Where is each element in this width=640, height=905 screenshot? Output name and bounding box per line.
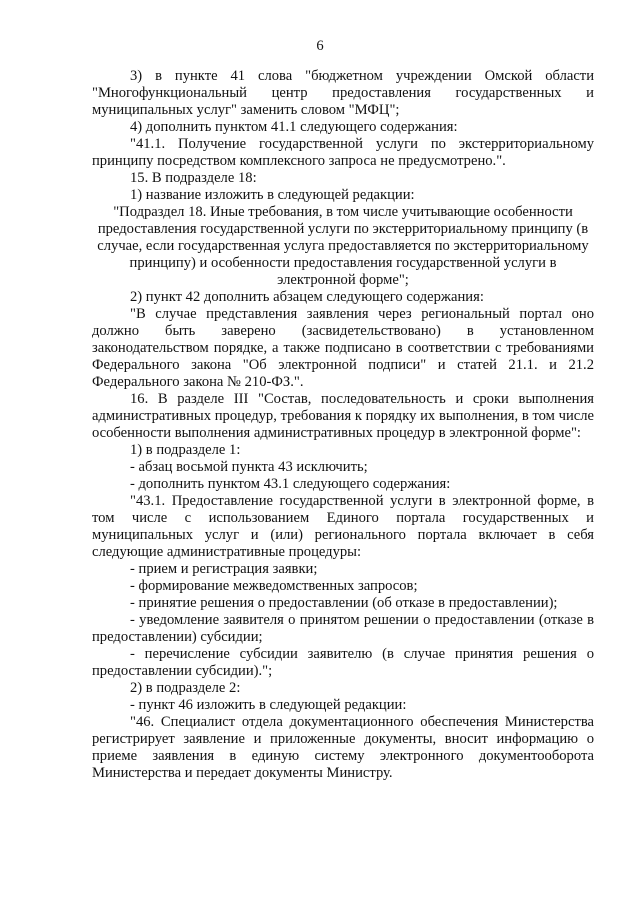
paragraph: "41.1. Получение государственной услуги по экстерриториальному принципу посредством комплексного запроса не предусмотрено.". [92,136,594,169]
document-body [92,68,594,782]
list-item: - прием и регистрация заявки; [130,561,318,577]
quoted-heading: "Подраздел 18. Иные требования, в том числе учитывающие особенности предоставления государственной услуги по экстерриториальному принципу (в случае, если государственная услуга предоставляется по экстерриториальному принципу) и особенности предоставления государственной услуги в электронной форме"; [97,204,589,288]
paragraph: - дополнить пунктом 43.1 следующего содержания: [130,476,451,492]
list-item: - уведомление заявителя о принятом решении о предоставлении (отказе в предоставлении) субсидии; [92,612,594,645]
paragraph: "46. Специалист отдела документационного обеспечения Министерства регистрирует заявление и приложенные документы, вносит информацию о приеме заявления в единую систему электронного документооборота Министерства и передает документы Министру. [92,714,594,781]
page-number: 6 [316,38,324,54]
list-item: - перечисление субсидии заявителю (в случае принятия решения о предоставлении субсидии)."; [92,646,594,679]
paragraph: 4) дополнить пунктом 41.1 следующего содержания: [130,119,458,135]
paragraph: "43.1. Предоставление государственной услуги в электронной форме, в том числе с использованием Единого портала государственных и муниципальных услуг и (или) регионального портала включает в себя следующие административные процедуры: [92,493,594,560]
paragraph: "В случае представления заявления через региональный портал оно должно быть заверено (засвидетельствовано) в установленном законодательством порядке, а также подписано в соответствии с требованиями Федерального закона "Об электронной подписи" и статей 21.1. и 21.2 Федерального закона № 210-ФЗ.". [92,306,594,390]
paragraph: 1) в подразделе 1: [130,442,241,458]
paragraph: 1) название изложить в следующей редакции: [130,187,415,203]
paragraph: 15. В подразделе 18: [130,170,257,186]
paragraph: 16. В разделе III "Состав, последовательность и сроки выполнения административных процедур, требования к порядку их выполнения, в том числе особенности выполнения административных процедур в электронной форме": [92,391,594,441]
paragraph: 2) пункт 42 дополнить абзацем следующего содержания: [130,289,484,305]
list-item: - формирование межведомственных запросов; [130,578,418,594]
list-item: - принятие решения о предоставлении (об отказе в предоставлении); [130,595,558,611]
paragraph: 3) в пункте 41 слова "бюджетном учреждении Омской области "Многофункциональный центр предоставления государственных и муниципальных услуг" заменить словом "МФЦ"; [92,68,594,118]
paragraph: - абзац восьмой пункта 43 исключить; [130,459,368,475]
paragraph: 2) в подразделе 2: [130,680,241,696]
paragraph: - пункт 46 изложить в следующей редакции: [130,697,407,713]
